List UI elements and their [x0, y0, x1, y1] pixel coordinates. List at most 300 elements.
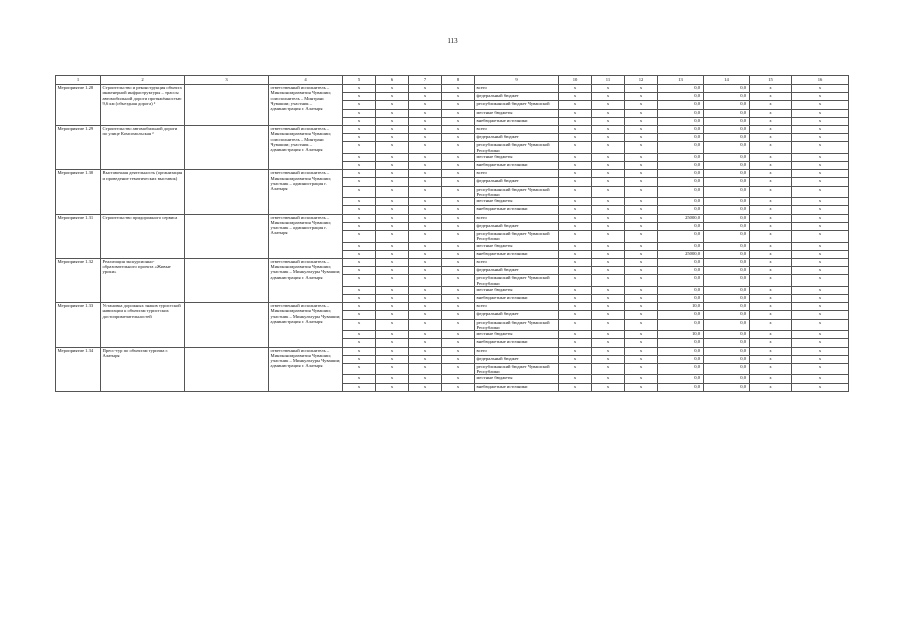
cell-c6: х [376, 198, 409, 206]
cell-c16: х [792, 222, 849, 230]
cell-c14: 0,0 [704, 286, 750, 294]
cell-c8: х [442, 142, 475, 154]
cell-c10: х [559, 93, 592, 101]
cell-c14: 0,0 [704, 363, 750, 375]
cell-c14: 0,0 [704, 117, 750, 125]
funding-source: всего [475, 170, 559, 178]
funding-source: федеральный бюджет [475, 267, 559, 275]
cell-c12: х [625, 206, 658, 214]
cell-c8: х [442, 134, 475, 142]
cell-c11: х [592, 363, 625, 375]
cell-c13: 0,0 [658, 125, 704, 133]
cell-c14: 0,0 [704, 331, 750, 339]
cell-c6: х [376, 101, 409, 109]
cell-c13: 0,0 [658, 295, 704, 303]
event-id: Мероприятие 1.34 [56, 347, 101, 391]
cell-c5: х [343, 275, 376, 287]
event-name: Установка дорожных знаков туристской навигации к объектам туристских достопримечательностей [101, 303, 185, 347]
cell-c10: х [559, 142, 592, 154]
cell-c5: х [343, 375, 376, 383]
column-header-11: 11 [592, 76, 625, 85]
cell-c10: х [559, 170, 592, 178]
cell-c11: х [592, 109, 625, 117]
cell-c16: х [792, 339, 849, 347]
cell-c10: х [559, 375, 592, 383]
cell-c15: х [750, 153, 792, 161]
cell-c8: х [442, 206, 475, 214]
cell-c13: 0,0 [658, 134, 704, 142]
funding-source: внебюджетные источники [475, 339, 559, 347]
event-goal [185, 125, 269, 169]
cell-c11: х [592, 170, 625, 178]
cell-c7: х [409, 142, 442, 154]
cell-c14: 0,0 [704, 198, 750, 206]
cell-c8: х [442, 186, 475, 198]
cell-c8: х [442, 93, 475, 101]
cell-c8: х [442, 339, 475, 347]
cell-c10: х [559, 258, 592, 266]
cell-c13: 0,0 [658, 383, 704, 391]
cell-c8: х [442, 319, 475, 331]
cell-c12: х [625, 286, 658, 294]
cell-c5: х [343, 170, 376, 178]
cell-c8: х [442, 363, 475, 375]
cell-c7: х [409, 178, 442, 186]
event-id: Мероприятие 1.30 [56, 170, 101, 214]
column-header-5: 5 [343, 76, 376, 85]
cell-c7: х [409, 347, 442, 355]
funding-source: местные бюджеты [475, 198, 559, 206]
cell-c11: х [592, 125, 625, 133]
cell-c11: х [592, 222, 625, 230]
cell-c12: х [625, 117, 658, 125]
event-executor: ответственный исполнитель – Минэкономразвития Чувашии; участник – администрация г. Алатыря [269, 214, 343, 258]
table-row [56, 170, 849, 178]
cell-c16: х [792, 101, 849, 109]
cell-c7: х [409, 303, 442, 311]
cell-c12: х [625, 375, 658, 383]
cell-c15: х [750, 93, 792, 101]
funding-source: федеральный бюджет [475, 311, 559, 319]
cell-c5: х [343, 230, 376, 242]
funding-source: всего [475, 347, 559, 355]
cell-c5: х [343, 383, 376, 391]
cell-c16: х [792, 383, 849, 391]
cell-c5: х [343, 101, 376, 109]
cell-c11: х [592, 275, 625, 287]
cell-c6: х [376, 250, 409, 258]
funding-source: внебюджетные источники [475, 383, 559, 391]
column-header-1: 1 [56, 76, 101, 85]
cell-c10: х [559, 250, 592, 258]
column-header-14: 14 [704, 76, 750, 85]
table-row [56, 125, 849, 133]
cell-c6: х [376, 142, 409, 154]
cell-c15: х [750, 206, 792, 214]
cell-c14: 0,0 [704, 383, 750, 391]
funding-source: местные бюджеты [475, 286, 559, 294]
cell-c6: х [376, 363, 409, 375]
cell-c12: х [625, 125, 658, 133]
cell-c13: 0,0 [658, 363, 704, 375]
cell-c6: х [376, 117, 409, 125]
funding-source: федеральный бюджет [475, 93, 559, 101]
cell-c7: х [409, 375, 442, 383]
cell-c12: х [625, 101, 658, 109]
cell-c12: х [625, 222, 658, 230]
cell-c12: х [625, 198, 658, 206]
funding-source: внебюджетные источники [475, 250, 559, 258]
cell-c15: х [750, 347, 792, 355]
cell-c5: х [343, 319, 376, 331]
cell-c13: 0,0 [658, 230, 704, 242]
cell-c7: х [409, 275, 442, 287]
cell-c6: х [376, 355, 409, 363]
cell-c15: х [750, 198, 792, 206]
cell-c6: х [376, 186, 409, 198]
column-header-13: 13 [658, 76, 704, 85]
cell-c5: х [343, 347, 376, 355]
cell-c8: х [442, 275, 475, 287]
cell-c7: х [409, 295, 442, 303]
event-goal [185, 85, 269, 126]
cell-c13: 0,0 [658, 311, 704, 319]
cell-c11: х [592, 347, 625, 355]
cell-c10: х [559, 198, 592, 206]
cell-c15: х [750, 275, 792, 287]
cell-c13: 0,0 [658, 109, 704, 117]
cell-c11: х [592, 206, 625, 214]
cell-c7: х [409, 339, 442, 347]
event-name: Пресс-тур по объектам туризма г. Алатыря [101, 347, 185, 391]
cell-c14: 0,0 [704, 319, 750, 331]
cell-c12: х [625, 267, 658, 275]
cell-c11: х [592, 214, 625, 222]
cell-c14: 0,0 [704, 250, 750, 258]
cell-c15: х [750, 242, 792, 250]
cell-c12: х [625, 311, 658, 319]
cell-c15: х [750, 109, 792, 117]
cell-c13: 0,0 [658, 267, 704, 275]
cell-c15: х [750, 286, 792, 294]
cell-c5: х [343, 242, 376, 250]
cell-c14: 0,0 [704, 258, 750, 266]
funding-source: внебюджетные источники [475, 206, 559, 214]
cell-c6: х [376, 242, 409, 250]
cell-c6: х [376, 286, 409, 294]
cell-c14: 0,0 [704, 186, 750, 198]
cell-c11: х [592, 142, 625, 154]
cell-c7: х [409, 162, 442, 170]
cell-c7: х [409, 125, 442, 133]
cell-c8: х [442, 85, 475, 93]
event-executor: ответственный исполнитель – Минэкономразвития Чувашии; соисполнитель – Минтранс Чувашии; участник – администрация г. Алатыря [269, 125, 343, 169]
cell-c13: 0,0 [658, 93, 704, 101]
event-goal [185, 170, 269, 214]
cell-c5: х [343, 93, 376, 101]
funding-source: федеральный бюджет [475, 134, 559, 142]
cell-c12: х [625, 134, 658, 142]
cell-c5: х [343, 85, 376, 93]
cell-c12: х [625, 319, 658, 331]
column-header-15: 15 [750, 76, 792, 85]
cell-c16: х [792, 117, 849, 125]
funding-source: федеральный бюджет [475, 355, 559, 363]
funding-source: республиканский бюджет Чувашской Республики [475, 186, 559, 198]
funding-source: республиканский бюджет Чувашской Республики [475, 319, 559, 331]
cell-c8: х [442, 303, 475, 311]
cell-c10: х [559, 286, 592, 294]
cell-c11: х [592, 319, 625, 331]
cell-c16: х [792, 178, 849, 186]
cell-c7: х [409, 363, 442, 375]
cell-c16: х [792, 214, 849, 222]
cell-c16: х [792, 206, 849, 214]
cell-c10: х [559, 295, 592, 303]
cell-c12: х [625, 258, 658, 266]
event-id: Мероприятие 1.33 [56, 303, 101, 347]
cell-c8: х [442, 258, 475, 266]
cell-c13: 0,0 [658, 258, 704, 266]
cell-c16: х [792, 295, 849, 303]
cell-c12: х [625, 339, 658, 347]
cell-c5: х [343, 339, 376, 347]
cell-c7: х [409, 206, 442, 214]
cell-c8: х [442, 153, 475, 161]
cell-c8: х [442, 170, 475, 178]
cell-c11: х [592, 178, 625, 186]
table-header-row [56, 76, 849, 85]
cell-c7: х [409, 311, 442, 319]
column-header-2: 2 [101, 76, 185, 85]
event-name: Строительство и реконструкция объекта инженерной инфраструктуры – трассы автомобильной дороги протяжённостью 9,6 км (объездная дорога) ³ [101, 85, 185, 126]
cell-c15: х [750, 303, 792, 311]
cell-c15: х [750, 230, 792, 242]
cell-c8: х [442, 109, 475, 117]
cell-c14: 0,0 [704, 125, 750, 133]
cell-c13: 0,0 [658, 153, 704, 161]
cell-c14: 0,0 [704, 85, 750, 93]
cell-c5: х [343, 109, 376, 117]
cell-c14: 0,0 [704, 242, 750, 250]
cell-c13: 0,0 [658, 162, 704, 170]
cell-c12: х [625, 153, 658, 161]
cell-c5: х [343, 178, 376, 186]
cell-c7: х [409, 93, 442, 101]
cell-c8: х [442, 230, 475, 242]
cell-c8: х [442, 222, 475, 230]
cell-c6: х [376, 109, 409, 117]
table-body [56, 85, 849, 392]
cell-c8: х [442, 101, 475, 109]
cell-c6: х [376, 222, 409, 230]
cell-c15: х [750, 170, 792, 178]
cell-c15: х [750, 267, 792, 275]
cell-c13: 0,0 [658, 222, 704, 230]
cell-c14: 0,0 [704, 206, 750, 214]
cell-c8: х [442, 286, 475, 294]
cell-c15: х [750, 258, 792, 266]
cell-c10: х [559, 178, 592, 186]
cell-c11: х [592, 258, 625, 266]
cell-c12: х [625, 303, 658, 311]
event-goal [185, 347, 269, 391]
cell-c16: х [792, 153, 849, 161]
cell-c12: х [625, 331, 658, 339]
cell-c14: 0,0 [704, 134, 750, 142]
cell-c15: х [750, 331, 792, 339]
cell-c11: х [592, 186, 625, 198]
table-row [56, 303, 849, 311]
funding-source: местные бюджеты [475, 242, 559, 250]
cell-c12: х [625, 363, 658, 375]
cell-c12: х [625, 355, 658, 363]
cell-c14: 0,0 [704, 101, 750, 109]
cell-c13: 0,0 [658, 339, 704, 347]
cell-c8: х [442, 355, 475, 363]
cell-c13: 0,0 [658, 186, 704, 198]
cell-c5: х [343, 331, 376, 339]
cell-c16: х [792, 331, 849, 339]
cell-c16: х [792, 162, 849, 170]
cell-c8: х [442, 383, 475, 391]
cell-c16: х [792, 85, 849, 93]
event-id: Мероприятие 1.28 [56, 85, 101, 126]
cell-c16: х [792, 242, 849, 250]
cell-c15: х [750, 142, 792, 154]
cell-c13: 0,0 [658, 101, 704, 109]
event-id: Мероприятие 1.29 [56, 125, 101, 169]
event-goal [185, 303, 269, 347]
cell-c6: х [376, 331, 409, 339]
cell-c16: х [792, 198, 849, 206]
table-row [56, 258, 849, 266]
cell-c6: х [376, 319, 409, 331]
cell-c7: х [409, 355, 442, 363]
cell-c10: х [559, 267, 592, 275]
cell-c10: х [559, 222, 592, 230]
cell-c14: 0,0 [704, 339, 750, 347]
cell-c6: х [376, 275, 409, 287]
cell-c15: х [750, 134, 792, 142]
cell-c6: х [376, 295, 409, 303]
cell-c12: х [625, 109, 658, 117]
cell-c14: 0,0 [704, 295, 750, 303]
cell-c15: х [750, 101, 792, 109]
cell-c10: х [559, 242, 592, 250]
cell-c6: х [376, 125, 409, 133]
cell-c6: х [376, 230, 409, 242]
table-row [56, 347, 849, 355]
event-id: Мероприятие 1.32 [56, 258, 101, 302]
cell-c6: х [376, 85, 409, 93]
cell-c11: х [592, 117, 625, 125]
cell-c14: 0,0 [704, 267, 750, 275]
cell-c6: х [376, 311, 409, 319]
funding-source: республиканский бюджет Чувашской Республики [475, 230, 559, 242]
funding-source: местные бюджеты [475, 331, 559, 339]
cell-c5: х [343, 153, 376, 161]
cell-c7: х [409, 117, 442, 125]
funding-source: республиканский бюджет Чувашской Республики [475, 363, 559, 375]
cell-c12: х [625, 275, 658, 287]
cell-c14: 0,0 [704, 214, 750, 222]
event-executor: ответственный исполнитель – Минэкономразвития Чувашии; участник – Минкультуры Чувашии; администрация г. Алатыря [269, 303, 343, 347]
cell-c11: х [592, 383, 625, 391]
cell-c12: х [625, 383, 658, 391]
cell-c10: х [559, 363, 592, 375]
cell-c10: х [559, 311, 592, 319]
cell-c13: 0,0 [658, 319, 704, 331]
cell-c7: х [409, 170, 442, 178]
cell-c10: х [559, 355, 592, 363]
cell-c10: х [559, 101, 592, 109]
funding-source: всего [475, 214, 559, 222]
cell-c13: 0,0 [658, 275, 704, 287]
column-header-4: 4 [269, 76, 343, 85]
cell-c14: 0,0 [704, 222, 750, 230]
cell-c12: х [625, 347, 658, 355]
cell-c7: х [409, 383, 442, 391]
cell-c16: х [792, 125, 849, 133]
cell-c7: х [409, 250, 442, 258]
cell-c15: х [750, 311, 792, 319]
cell-c7: х [409, 153, 442, 161]
cell-c15: х [750, 319, 792, 331]
cell-c15: х [750, 178, 792, 186]
cell-c5: х [343, 162, 376, 170]
cell-c5: х [343, 303, 376, 311]
cell-c16: х [792, 286, 849, 294]
cell-c5: х [343, 142, 376, 154]
cell-c10: х [559, 117, 592, 125]
column-header-9: 9 [475, 76, 559, 85]
cell-c15: х [750, 222, 792, 230]
funding-source: внебюджетные источники [475, 117, 559, 125]
cell-c15: х [750, 363, 792, 375]
event-name: Строительство придорожного сервиса [101, 214, 185, 258]
cell-c13: 0,0 [658, 206, 704, 214]
cell-c7: х [409, 101, 442, 109]
cell-c6: х [376, 303, 409, 311]
cell-c8: х [442, 375, 475, 383]
funding-source: всего [475, 303, 559, 311]
cell-c15: х [750, 295, 792, 303]
cell-c14: 0,0 [704, 355, 750, 363]
cell-c16: х [792, 230, 849, 242]
event-goal [185, 258, 269, 302]
cell-c13: 0,0 [658, 170, 704, 178]
cell-c12: х [625, 93, 658, 101]
cell-c11: х [592, 85, 625, 93]
cell-c15: х [750, 250, 792, 258]
event-goal [185, 214, 269, 258]
cell-c7: х [409, 198, 442, 206]
cell-c10: х [559, 162, 592, 170]
cell-c11: х [592, 162, 625, 170]
funding-source: внебюджетные источники [475, 162, 559, 170]
column-header-6: 6 [376, 76, 409, 85]
cell-c12: х [625, 214, 658, 222]
cell-c13: 25000,0 [658, 250, 704, 258]
cell-c8: х [442, 311, 475, 319]
cell-c6: х [376, 258, 409, 266]
cell-c11: х [592, 331, 625, 339]
cell-c13: 0,0 [658, 85, 704, 93]
funding-source: федеральный бюджет [475, 222, 559, 230]
cell-c14: 0,0 [704, 178, 750, 186]
cell-c16: х [792, 319, 849, 331]
